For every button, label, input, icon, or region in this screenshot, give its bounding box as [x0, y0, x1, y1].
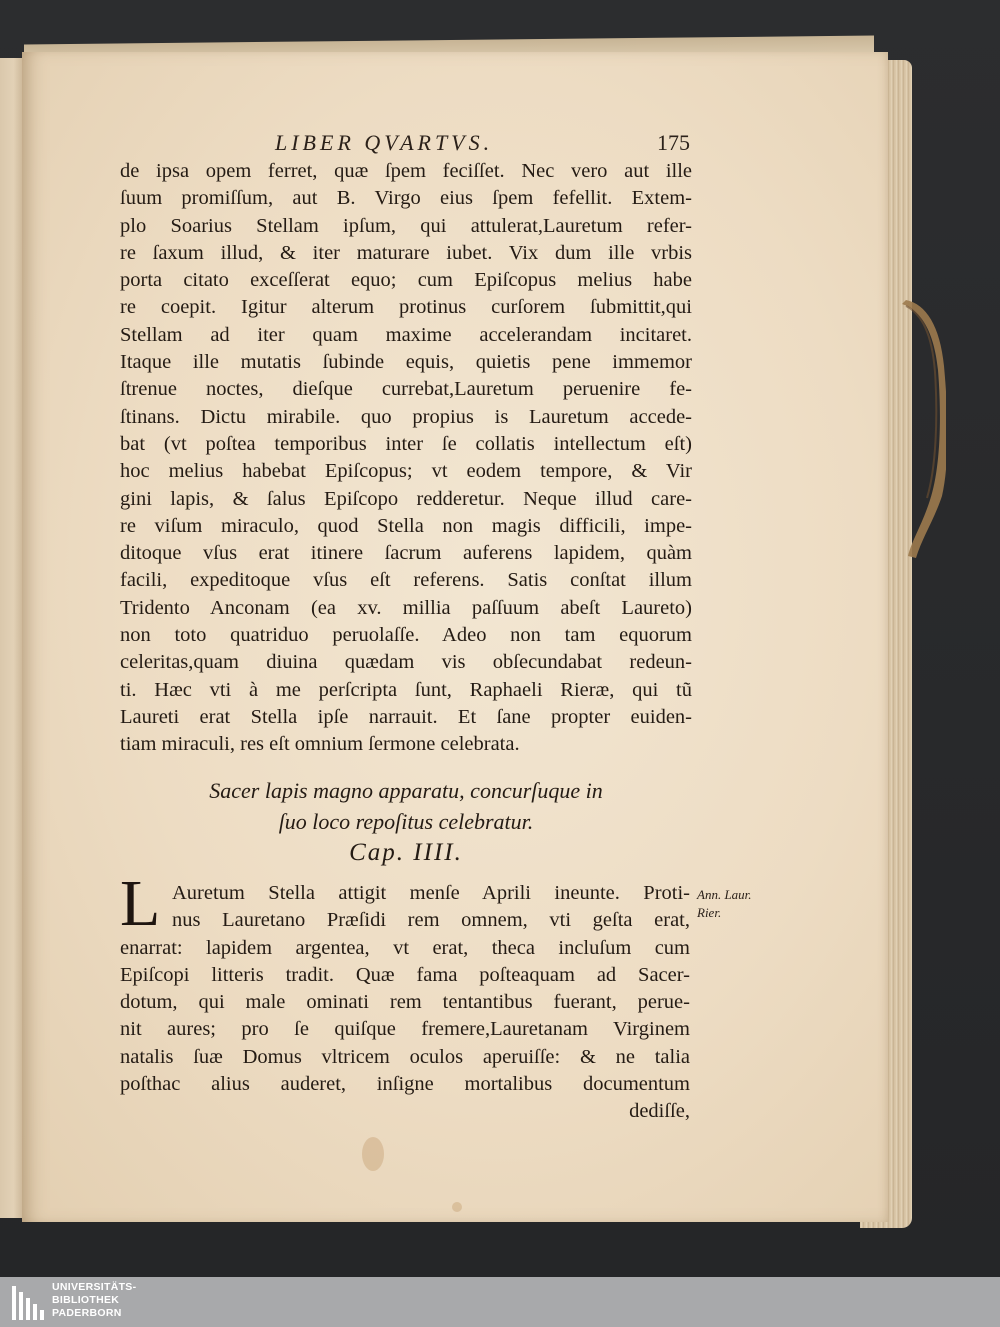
text-line: re ſaxum illud, & iter maturare iubet. Vix dum ille vrbis — [120, 241, 692, 264]
text-line: Auretum Stella attigit menſe Aprili ineunte. Proti- — [172, 882, 690, 904]
footer-bar — [0, 1277, 1000, 1327]
text-line: bat (vt poſtea temporibus inter ſe collatis intellectum eſt) — [120, 432, 692, 455]
paper-stain — [362, 1137, 384, 1171]
text-line: tiam miraculi, res eſt omnium ſermone celebrata. — [120, 733, 520, 756]
text-line: nus Lauretano Præſidi rem omnem, vti geſta erat, — [172, 909, 690, 932]
text-line: Laureti erat Stella ipſe narrauit. Et ſane propter euiden- — [120, 705, 692, 728]
text-line: enarrat: lapidem argentea, vt erat, theca incluſum cum — [120, 936, 690, 959]
text-line: ſuum promiſſum, aut B. Virgo eius ſpem fefellit. Extem- — [120, 187, 692, 210]
drop-cap: L — [120, 867, 161, 940]
text-line: gini lapis, & ſalus Epiſcopo redderetur. Neque illud care- — [120, 487, 692, 510]
text-line: Tridento Anconam (ea xv. millia paſſuum abeſt Laureto) — [120, 596, 692, 619]
text-line: natalis ſuæ Domus vltricem oculos aperuiſſe: & ne talia — [120, 1045, 690, 1068]
heading-line: ſuo loco repoſitus celebratur. — [278, 809, 534, 834]
text-line: hoc melius habebat Epiſcopus; vt eodem tempore, & Vir — [120, 460, 692, 483]
marginal-line: Ann. Laur. — [697, 887, 752, 902]
heading-line: Sacer lapis magno apparatu, concurſuque in — [209, 778, 603, 803]
text-line: dotum, qui male ominati rem tentantibus fuerant, perue- — [120, 991, 690, 1014]
text-line: de ipsa opem ferret, quæ ſpem feciſſet. Nec vero aut ille — [120, 160, 692, 182]
paper-stain — [452, 1202, 462, 1212]
library-name-line: BIBLIOTHEK — [52, 1294, 120, 1306]
text-line: re coepit. Igitur alterum protinus curſorem ſubmittit,qui — [120, 296, 692, 319]
text-line: ditoque vſus erat itinere ſacrum auferens lapidem, quàm — [120, 542, 692, 565]
chapter-heading — [120, 775, 692, 869]
text-line: facili, expeditoque vſus eſt referens. Satis conſtat illum — [120, 569, 692, 592]
text-line: nit aures; pro ſe quiſque fremere,Lauretanam Virginem — [120, 1018, 690, 1041]
bookmark-ribbon — [900, 300, 946, 560]
text-line: re viſum miraculo, quod Stella non magis difficili, impe- — [120, 514, 692, 537]
text-line: porta citato exceſſerat equo; cum Epiſcopus melius habe — [120, 269, 692, 292]
running-head: LIBER QVARTVS. — [275, 130, 494, 155]
text-line: poſthac alius auderet, inſigne mortalibus documentum — [120, 1073, 690, 1096]
text-line: non toto quatriduo peruolaſſe. Adeo non tam equorum — [120, 624, 692, 647]
library-logo-icon — [10, 1282, 48, 1324]
library-name-line: PADERBORN — [52, 1307, 122, 1319]
catchword: dediſſe, — [629, 1100, 690, 1123]
library-name — [52, 1281, 136, 1320]
page-number: 175 — [657, 130, 690, 155]
main-text — [120, 158, 692, 759]
marginal-line: Rier. — [697, 905, 722, 920]
text-line: Stellam ad iter quam maxime accelerandam incitaret. — [120, 323, 692, 346]
chapter-number: Cap. IIII. — [349, 839, 463, 866]
text-line: ſtinans. Dictu mirabile. quo propius is Lauretum accede- — [120, 405, 692, 428]
chapter-text — [120, 867, 690, 1126]
text-line: Epiſcopi litteris tradit. Quæ fama poſteaquam ad Sacer- — [120, 963, 690, 986]
text-line: celeritas,quam diuina quædam vis obſecundabat redeun- — [120, 651, 692, 674]
text-line: ſtrenue noctes, dieſque currebat,Lauretum peruenire fe- — [120, 378, 692, 401]
text-line: plo Soarius Stellam ipſum, qui attulerat,Lauretum refer- — [120, 214, 692, 237]
text-line: Itaque ille mutatis ſubinde equis, quietis pene immemor — [120, 351, 692, 374]
page-header — [115, 130, 690, 160]
text-line: ti. Hæc vti à me perſcripta ſunt, Raphaeli Rieræ, qui tũ — [120, 678, 692, 701]
library-name-line: UNIVERSITÄTS- — [52, 1281, 137, 1293]
marginal-note — [697, 886, 807, 922]
